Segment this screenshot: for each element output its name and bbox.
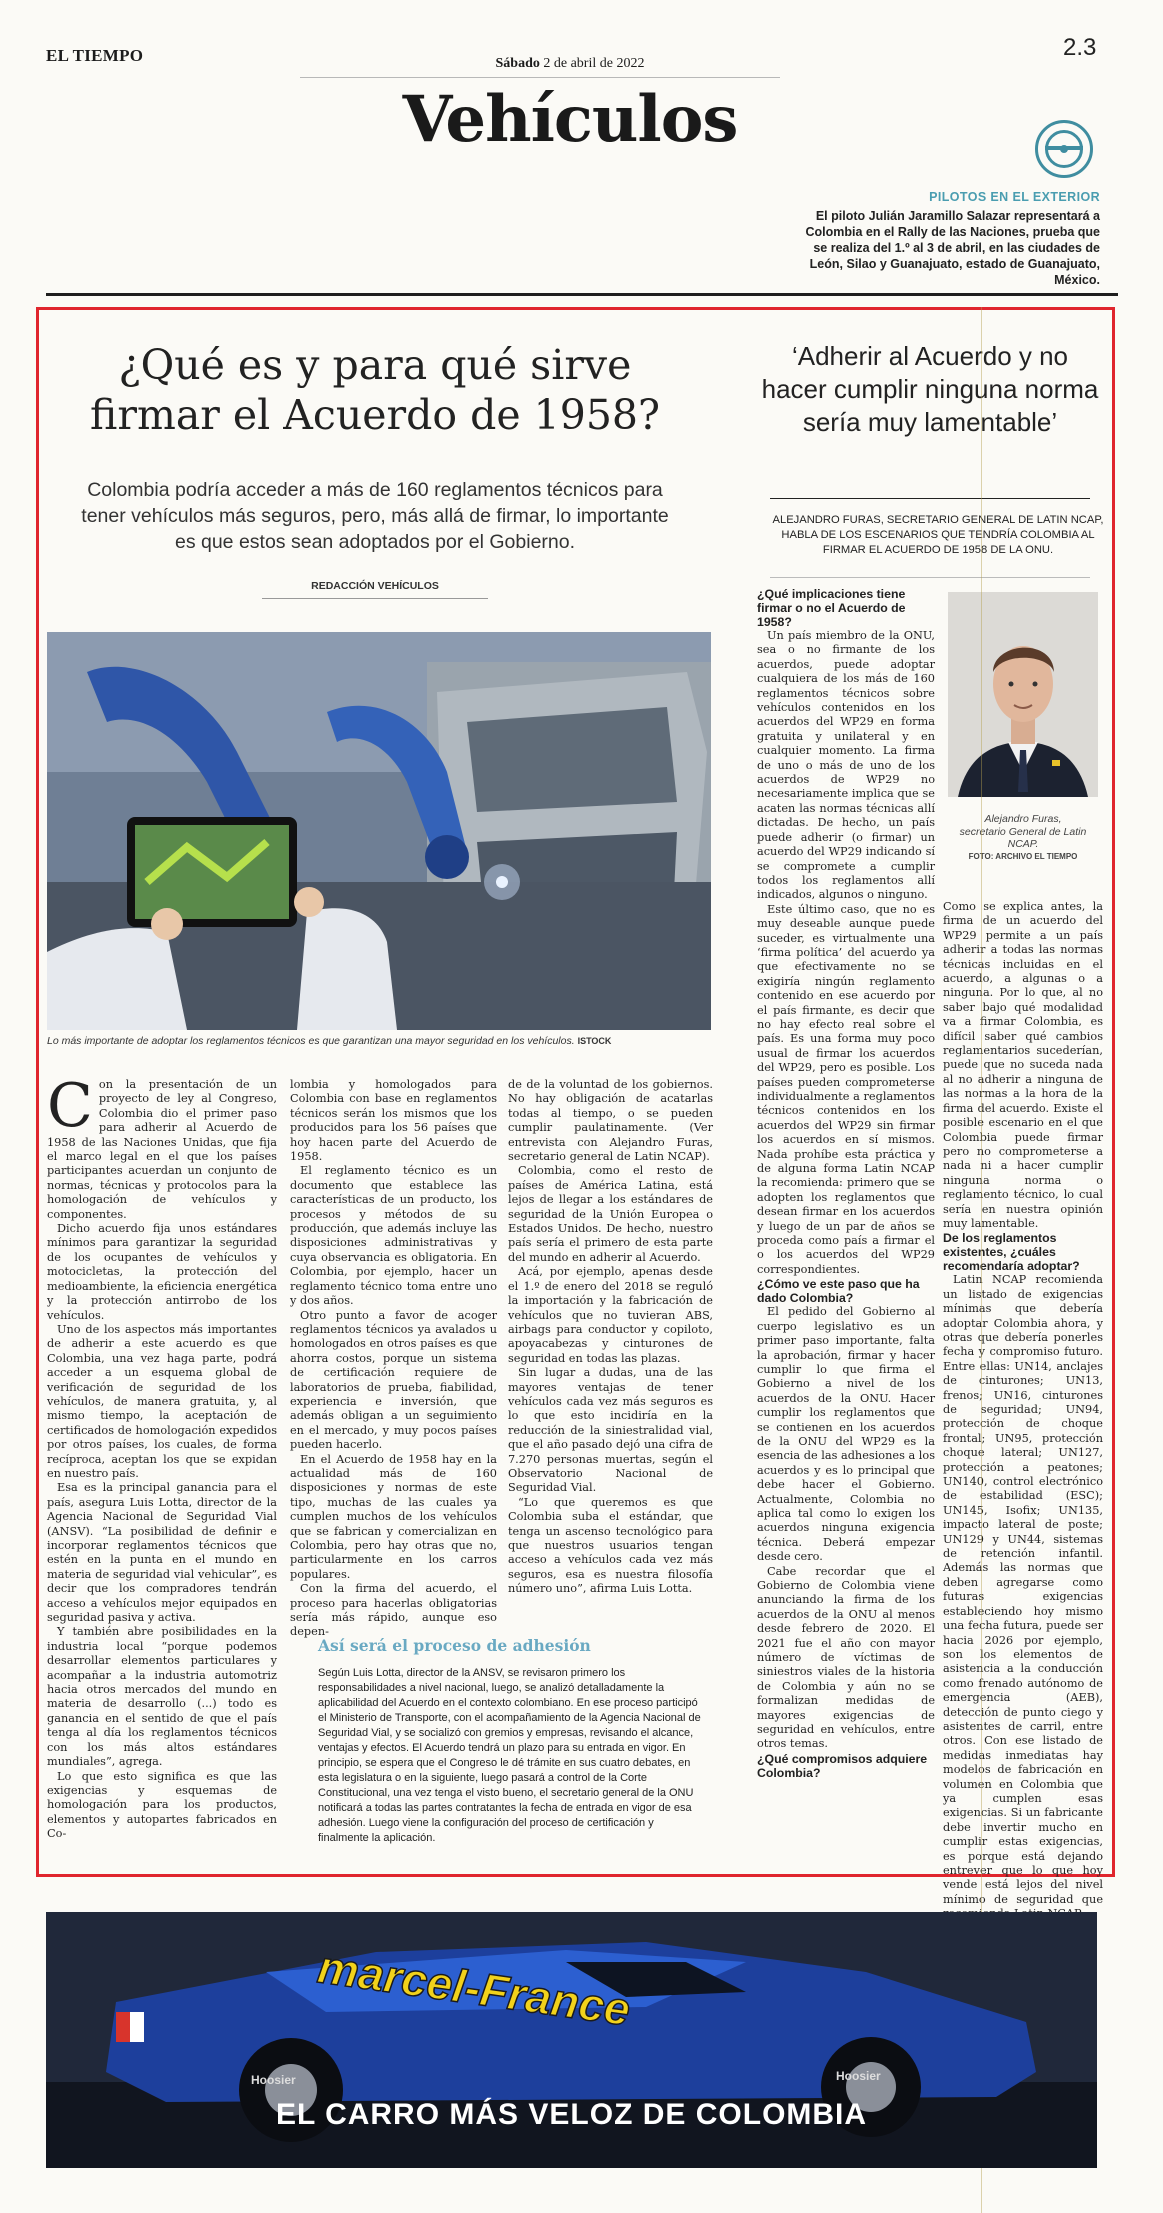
interview-question: ¿Qué implicaciones tiene firmar o no el Acuerdo de 1958? [757,587,906,629]
interview-question: De los reglamentos existentes, ¿cuáles recomendaría adoptar? [943,1231,1080,1274]
dateline [420,56,720,72]
paragraph: Dicho acuerdo fija unos estándares mínimos para garantizar la seguridad de los ocupantes de vehículos y motocicletas, la protección del medioambiente, la eficiencia energética y la protección antirrobo de los vehículos. [47,1222,277,1322]
paragraph: Sin lugar a dudas, una de las mayores ventajas de tener vehículos cada vez más seguros es lo que esto incidiría en la reducción de la siniestralidad vial, que el año pasado dejó una cifra de 7.270 personas muertas, según el Observatorio Nacional de Seguridad Vial. [508,1366,713,1495]
portrait-caption [948,813,1098,863]
byline-rule [262,598,488,599]
interview-question: ¿Qué compromisos adquiere Colombia? [757,1751,928,1780]
pilot-kicker: PILOTOS EN EL EXTERIOR [929,190,1100,204]
portrait-role: secretario General de Latin NCAP. [959,825,1087,850]
paragraph: Lo que esto significa es que las exigencias y esquemas de homologación para los productos, elementos y autopartes fabricados en Co- [47,1769,277,1841]
portrait-name: Alejandro Furas, [984,813,1062,825]
paragraph: Uno de los aspectos más importantes de adherir a este acuerdo es que Colombia, una vez haga parte, podrá acceder a un esquema global de verificación de seguridad de los vehículos, de manera gratuita, y, al mismo tiempo, la aceptación de certificados de homologación expedidos por otros países, los cuales, de forma recíproca, aceptan los que se expidan en nuestro país. [47,1322,277,1480]
interview-quote: ‘Adherir al Acuerdo y no hacer cumplir ninguna norma sería muy lamentable’ [761,341,1099,437]
paragraph: Colombia, como el resto de países de América Latina, está lejos de llegar a los estándares de seguridad de la Unión Europea o Estados Unidos. De hecho, nuestro país sería el primero de esta parte del mundo en adherir al Acuerdo. [508,1164,713,1264]
paragraph: El reglamento técnico es un documento que establece las características de un producto, los procesos y métodos de su producción, que además incluye las disposiciones administrativas y cuya observancia es obligatoria. En Colombia, por ejemplo, hacer un reglamento técnico toma entre uno y dos años. [290,1164,497,1308]
interview-answer: Este último caso, que no es muy deseable aunque puede suceder, es virtualmente una ‘firma política’ del acuerdo ya que efectivamente no se exigiría ningún reglamento contenido en ese acuerdo por el país firmante, es decir que no hay efecto real sobre el país. Es una forma muy poco usual de firmar los acuerdos del WP29, pero es posible. Los países pueden comprometerse individualmente a reglamentos técnicos contenidos en los acuerdos del WP29 sin firmar los acuerdos en sí mismos. Nada prohíbe esta práctica y de alguna forma Latin NCAP la recomienda: primero que se adopten los reglamentos que desean firmar en los acuerdos y luego de un par de años se proceda como país a firmar el o los acuerdos del WP29 correspondientes. [757,902,935,1276]
quote-rule [770,498,1090,499]
factory-robot-photo [47,632,711,1030]
interview-column-1 [757,587,935,1877]
interview-answer: Latin NCAP recomienda un listado de exigencias mínimas que debería adoptar Colombia ahora, y otras que debería ponerles fecha y compromiso futuro. Entre ellas: UN14, anclajes de cinturones; UN13, frenos; UN16, cinturones de seguridad; UN94, protección de choque frontal; UN95, protección choque lateral; UN127, protección a peatones; UN140, control electrónico de estabilidad (ESC); UN145, Isofix; UN135, impacto lateral de poste; UN129 y UN44, sistemas de retención infantil. Además las normas que deben agregarse como futuras exigencias estableciendo hoy mismo una fecha futura, puede ser hacia 2026 por ejemplo, son los elementos de asistencia a la conducción como frenado autónomo de emergencia (AEB), detección de punto ciego y asistentes de carril, entre otros. Con ese listado de medidas inmediatas hay modelos de fabricación en volumen en Colombia que ya cumplen esas exigencias. Si un fabricante debe invertir mucho en cumplir estas exigencias, es porque está dejando entrever que lo que hoy vende está lejos del nivel mínimo de seguridad que [943,1273,1103,1906]
intro-rule [770,577,1090,578]
date-day: Sábado [495,56,540,71]
paragraph: Y también abre posibilidades en la industria local “porque podemos desarrollar elementos particulares y acompañar a la industria automotriz hacia otros mercados del mundo en materia de desarrollo (...) todo es ganancia en el sentido de que el país tenga al día los reglamentos técnicos con los más altos estándares mundiales”, agrega. [47,1625,277,1769]
portrait-photo [948,592,1098,797]
photo-caption-text: Lo más importante de adoptar los reglamentos técnicos es que garantizan una mayor seguridad en los vehículos. [47,1035,575,1047]
paragraph: “Lo que queremos es que Colombia suba el estándar, que tenga un ascenso tecnológico para que nuestros usuarios tengan acceso a vehículos cada vez más seguros, esa es nuestra filosofía número uno”, afirma Luis Lotta. [508,1495,713,1596]
drop-cap: C [47,1071,93,1141]
factory-robot-illustration [47,632,711,1030]
interview-answer: Como se explica antes, la firma de un acuerdo del WP29 permite a un país adherir a todas las normas técnicas incluidas en el acuerdo, a algunas o a ninguna. Por lo que, al no saber bajo qué modalidad va a firmar Colombia, es difícil saber qué cambios reglamentarios sucederían, puede que no suceda nada al no adherir a ninguna de las normas a la hora de la firma del acuerdo. Existe el posible escenario en el que Colombia puede firmar pero no comprometerse a nada ni a hacer cumplir ninguna norma o reglamento técnico, lo cual sería en nuestra opinión muy lamentable. [943,900,1103,1230]
paragraph: on la presentación de un proyecto de ley al Congreso, Colombia dio el primer paso para adherir al Acuerdo de 1958 de las Naciones Unidas, que fija el marco legal en el que los países participantes acuerdan un conjunto de normas, técnicas y protocolos para la homologación de vehículos y componentes. [47,1078,277,1221]
article-deck: Colombia podría acceder a más de 160 reglamentos técnicos para tener vehículos más seguros, pero, más allá de firmar, lo importante es que estos sean adoptados por el Gobierno. [81,479,669,553]
article-column-1 [47,1071,277,1873]
paragraph: Esa es la principal ganancia para el país, asegura Luis Lotta, director de la Agencia Nacional de Seguridad Vial (ANSV). “La posibilidad de definir e incorporar reglamentos técnicos que estén en la punta en el mundo en materia de seguridad vial vehicular”, es decir que los compradores tendrán acceso a vehículos mejor equipados en seguridad pasiva y activa. [47,1481,277,1625]
interview-answer: El pedido del Gobierno al cuerpo legislativo es un primer paso importante, falta la aprobación, firmar y hacer cumplir lo que firma el Gobierno a nivel de los acuerdos de la ONU. Hacer cumplir los reglamentos que se contienen en los acuerdos de la ONU del WP29 es la esencia de las adhesiones a los acuerdos y es lo principal que debe hacer el Gobierno. Actualmente, Colombia no aplica tal como lo exigen los acuerdos ninguna exigencia técnica. Deberá empezar desde cero. [757,1305,935,1564]
steering-wheel-icon [1035,120,1093,178]
section-title: Vehículos [402,82,738,157]
interview-question: ¿Cómo ve este paso que ha dado Colombia? [757,1277,920,1306]
pilot-brief: El piloto Julián Jaramillo Salazar representará a Colombia en el Rally de las Naciones, prueba que se realiza del 1.º al 3 de abril, en las ciudades de León, Silao y Guanajuato, estado de Guanajuato, México. [805,209,1100,287]
newspaper-brand: EL TIEMPO [46,46,144,65]
sidebar-box-title: Así será el proceso de adhesión [318,1636,591,1655]
paragraph: Con la firma del acuerdo, el proceso para hacerlas obligatorias sería más rápido, aunque eso depen- [290,1582,497,1639]
tire-text: Hoosier [251,2073,296,2087]
page-number: 2.3 [1063,34,1097,61]
paragraph: Otro punto a favor de acoger reglamentos técnicos ya avalados u homologados en otros países es que ahorra costos, porque un sistema de certificación requiere de laboratorios de prueba, fiabilidad, experiencia e inversión, que además obligan a un seguimiento en el mercado, y muy pocos países pueden hacerlo. [290,1308,497,1452]
ad-slogan: EL CARRO MÁS VELOZ DE COLOMBIA [275,2098,868,2131]
paragraph: Acá, por ejemplo, apenas desde el 1.º de enero del 2018 se reguló la importación y la fabricación de vehículos que no tuvieran ABS, airbags para conductor y copiloto, apoyacabezas y cinturones de seguridad en todas las plazas. [508,1265,713,1365]
article-column-3 [508,1078,713,1598]
interview-answer: Un país miembro de la ONU, sea o no firmante de los acuerdos, puede adoptar cualquiera de los más de 160 reglamentos técnicos sobre vehículos contenidos en los acuerdos del WP29 en forma gratuita y unilateral y en cualquier momento. La firma de uno o más de uno de los acuerdos de WP29 no necesariamente implica que se acaten las normas técnicas allí dictadas. De hecho, un país puede adherir (o firmar) un acuerdo del WP29 indicando sí se compromete a cumplir todos los reglamentos allí indicados, algunos o ninguno. [757,629,935,902]
photo-credit: ISTOCK [577,1036,612,1046]
article-column-2 [290,1078,497,1639]
tire-text: Hoosier [836,2069,881,2083]
article-byline: REDACCIÓN VEHÍCULOS [311,580,439,592]
article-headline: ¿Qué es y para qué sirve firmar el Acuerdo de 1958? [90,341,660,439]
date-rest: 2 de abril de 2022 [539,56,645,71]
dateline-rule [300,77,780,78]
interview-answer: Cabe recordar que el Gobierno de Colombia viene anunciando la firma de los acuerdos de la ONU al menos desde febrero de 2020. El 2021 fue el año con mayor número de víctimas de siniestros viales de la historia de Colombia y aún no se formalizan medidas de mayores exigencias de seguridad en vehículos, entre otros temas. [757,1564,935,1751]
portrait-illustration [948,592,1098,797]
sidebar-box-text: Según Luis Lotta, director de la ANSV, se revisaron primero los responsabilidades a nivel nacional, luego, se analizó detalladamente la aplicabilidad del Acuerdo en el contexto colombiano. En ese proceso participó el Ministerio de Transporte, con el acompañamiento de la Agencia Nacional de Seguridad Vial, y se socializó con gremios y empresas, revisando el alcance, ventajas y efectos. El Acuerdo tendrá un plazo para su entrada en vigor. En principio, se espera que el Congreso le dé trámite en sus cuatro debates, en esta legislatura o en la siguiente, luego pasará a control de la Corte Constitucional, una vez tenga el visto bueno, el secretario general de la ONU notificará a todas las partes contratantes la fecha de entrada en vigor de esa adhesión. Luego viene la configuración del proceso de certificación y finalmente la aplicación. [318,1667,701,1844]
header-rule [46,293,1118,296]
portrait-credit: FOTO: ARCHIVO EL TIEMPO [968,851,1078,861]
interview-intro: ALEJANDRO FURAS, SECRETARIO GENERAL DE LATIN NCAP, HABLA DE LOS ESCENARIOS QUE TENDRÍA COLOMBIA AL FIRMAR EL ACUERDO DE 1958 DE LA ONU. [772,514,1104,556]
paragraph: lombia y homologados para Colombia con base en reglamentos técnicos serán los mismos que los producidos para los 56 países que hoy hacen parte del Acuerdo de 1958. [290,1078,497,1164]
ad-brand-text: marcel-France [314,1940,634,2036]
paragraph: de de la voluntad de los gobiernos. No hay obligación de acatarlas todas al tiempo, o se pueden cumplir paulatinamente. (Ver entrevista con Alejandro Furas, secretario general de Latin NCAP). [508,1078,713,1164]
interview-column-2 [943,900,1103,1906]
photo-caption [47,1035,711,1047]
paragraph: En el Acuerdo de 1958 hay en la actualidad más de 160 disposiciones y normas de este tipo, muchas de las cuales ya cumplen muchos de los vehículos que se fabrican y comercializan en Colombia, pero hay otras que no, particularmente en los carros populares. [290,1452,497,1581]
